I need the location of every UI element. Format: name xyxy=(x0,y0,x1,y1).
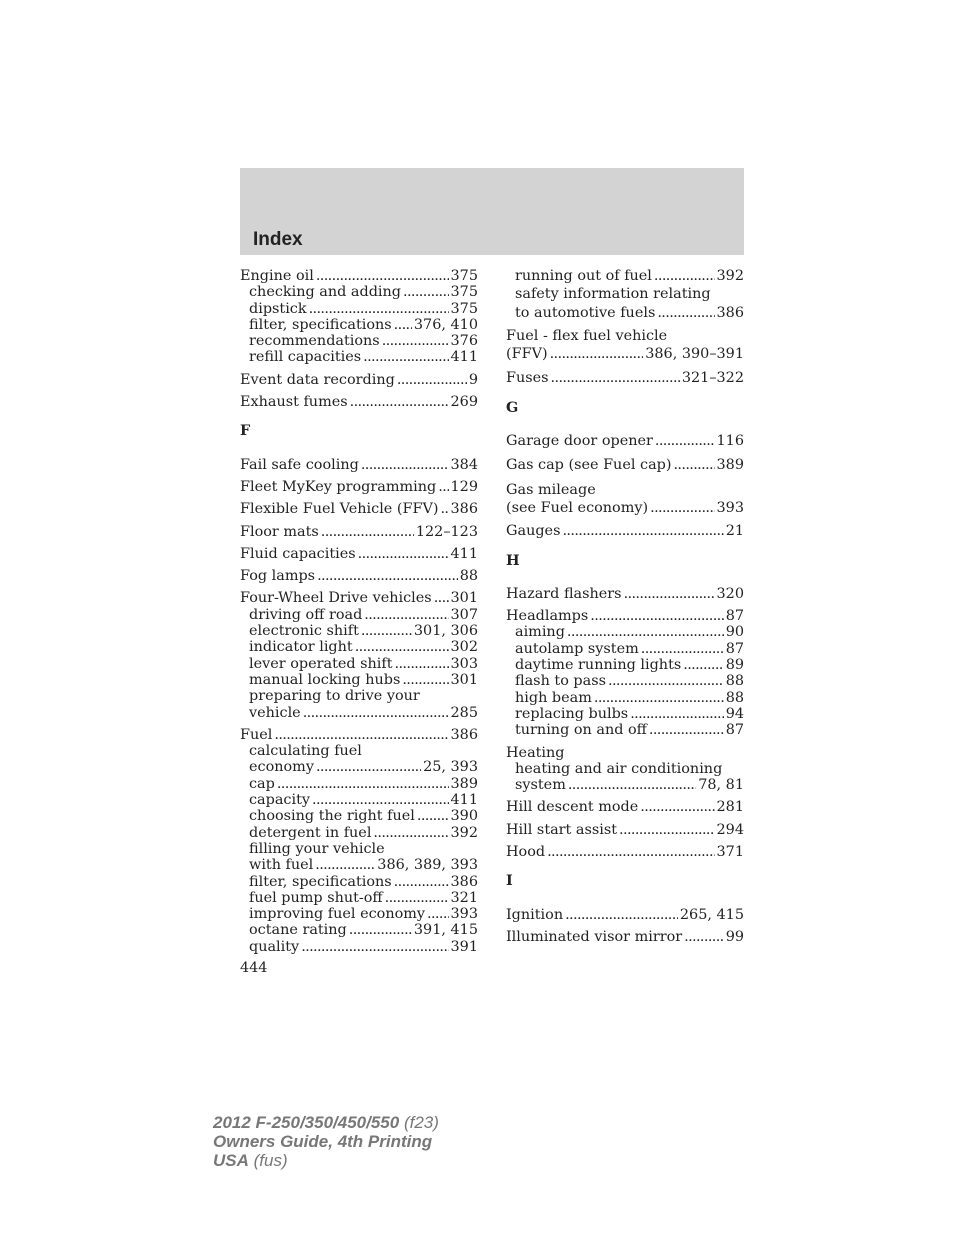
index-subentry: vehicle . . . 285 xyxy=(240,705,478,721)
index-subentry: flash to pass . . . 88 xyxy=(506,673,744,689)
index-subentry: indicator light . . . 302 xyxy=(240,639,478,655)
index-subentry: high beam . . . 88 xyxy=(506,690,744,706)
index-subentry: system . . . 78, 81 xyxy=(506,777,744,793)
index-entry: Fuel . . . 386 xyxy=(240,727,478,743)
index-subentry: aiming . . . 90 xyxy=(506,624,744,640)
index-entry: Hood . . . 371 xyxy=(506,844,744,860)
index-entry: Engine oil . . . 375 xyxy=(240,268,478,284)
index-entry: Fog lamps . . . 88 xyxy=(240,568,478,584)
footer-line-model: 2012 F-250/350/450/550 (f23) xyxy=(213,1113,439,1132)
index-entry-line: Heating xyxy=(506,744,565,761)
index-subentry: octane rating . . . 391, 415 xyxy=(240,922,478,938)
index-entry-line: Fuel - flex fuel vehicle xyxy=(506,327,668,344)
index-subentry: turning on and off . . . 87 xyxy=(506,722,744,738)
index-subentry: fuel pump shut-off . . . 321 xyxy=(240,890,478,906)
index-entry: Fail safe cooling . . . 384 xyxy=(240,457,478,473)
index-entry: Gas cap (see Fuel cap) . . . 389 xyxy=(506,457,744,473)
footer-line-edition: Owners Guide, 4th Printing xyxy=(213,1132,433,1151)
index-entry: (see Fuel economy) . . . 393 xyxy=(506,500,744,516)
section-letter-g: G xyxy=(506,398,519,416)
index-subentry: electronic shift . . . 301, 306 xyxy=(240,623,478,639)
index-entry: Fleet MyKey programming . . . 129 xyxy=(240,479,478,495)
index-subentry-line: safety information relating xyxy=(515,286,711,303)
index-subentry: improving fuel economy . . . 393 xyxy=(240,906,478,922)
index-subentry: checking and adding . . . 375 xyxy=(240,284,478,300)
index-entry: Illuminated visor mirror . . . 99 xyxy=(506,929,744,945)
right-index-column xyxy=(506,268,744,945)
index-entry: Fuses . . . 321–322 xyxy=(506,370,744,386)
index-subentry: driving off road . . . 307 xyxy=(240,607,478,623)
index-subentry: capacity . . . 411 xyxy=(240,792,478,808)
index-entry: Ignition . . . 265, 415 xyxy=(506,907,744,923)
page-number: 444 xyxy=(240,960,268,976)
index-entry-line: Gas mileage xyxy=(506,481,596,498)
section-letter-h: H xyxy=(506,551,520,569)
index-header-band xyxy=(240,168,744,255)
index-subentry: with fuel . . . 386, 389, 393 xyxy=(240,857,478,873)
index-subentry: replacing bulbs . . . 94 xyxy=(506,706,744,722)
left-index-column xyxy=(240,268,478,955)
index-subentry-line: calculating fuel xyxy=(249,743,362,760)
section-letter-f: F xyxy=(240,422,251,440)
index-subentry-line: filling your vehicle xyxy=(249,840,385,857)
index-entry: Fluid capacities . . . 411 xyxy=(240,546,478,562)
index-subentry: filter, specifications . . . 386 xyxy=(240,874,478,890)
index-entry: Hill start assist . . . 294 xyxy=(506,822,744,838)
index-entry: Event data recording . . . 9 xyxy=(240,372,478,388)
index-subentry-line: preparing to drive your xyxy=(249,688,420,705)
index-subentry: cap . . . 389 xyxy=(240,776,478,792)
index-subentry: quality . . . 391 xyxy=(240,939,478,955)
index-entry: Hazard flashers . . . 320 xyxy=(506,586,744,602)
index-entry: (FFV) . . . 386, 390–391 xyxy=(506,346,744,362)
index-entry: Four-Wheel Drive vehicles . . . 301 xyxy=(240,590,478,606)
index-subentry: autolamp system . . . 87 xyxy=(506,641,744,657)
index-subentry: running out of fuel . . . 392 xyxy=(506,268,744,284)
index-entry: Hill descent mode . . . 281 xyxy=(506,799,744,815)
page-title: Index xyxy=(253,229,303,250)
index-entry: Gauges . . . 21 xyxy=(506,523,744,539)
section-letter-i: I xyxy=(506,872,513,890)
index-entry: Headlamps . . . 87 xyxy=(506,608,744,624)
document-footer xyxy=(213,1113,439,1170)
footer-line-region: USA (fus) xyxy=(213,1151,288,1170)
index-entry: Floor mats . . . 122–123 xyxy=(240,524,478,540)
index-subentry: choosing the right fuel . . . 390 xyxy=(240,808,478,824)
index-entry: Exhaust fumes . . . 269 xyxy=(240,394,478,410)
index-subentry: refill capacities . . . 411 xyxy=(240,349,478,365)
index-subentry: manual locking hubs . . . 301 xyxy=(240,672,478,688)
index-subentry-line: heating and air conditioning xyxy=(515,760,723,777)
index-subentry: recommendations . . . 376 xyxy=(240,333,478,349)
index-entry: Flexible Fuel Vehicle (FFV) . . . 386 xyxy=(240,501,478,517)
index-subentry: daytime running lights . . . 89 xyxy=(506,657,744,673)
index-subentry: to automotive fuels . . . 386 xyxy=(506,305,744,321)
index-subentry: dipstick . . . 375 xyxy=(240,301,478,317)
index-subentry: economy . . . 25, 393 xyxy=(240,759,478,775)
index-subentry: filter, specifications . . . 376, 410 xyxy=(240,317,478,333)
index-entry: Garage door opener . . . 116 xyxy=(506,433,744,449)
index-subentry: lever operated shift . . . 303 xyxy=(240,656,478,672)
index-subentry: detergent in fuel . . . 392 xyxy=(240,825,478,841)
